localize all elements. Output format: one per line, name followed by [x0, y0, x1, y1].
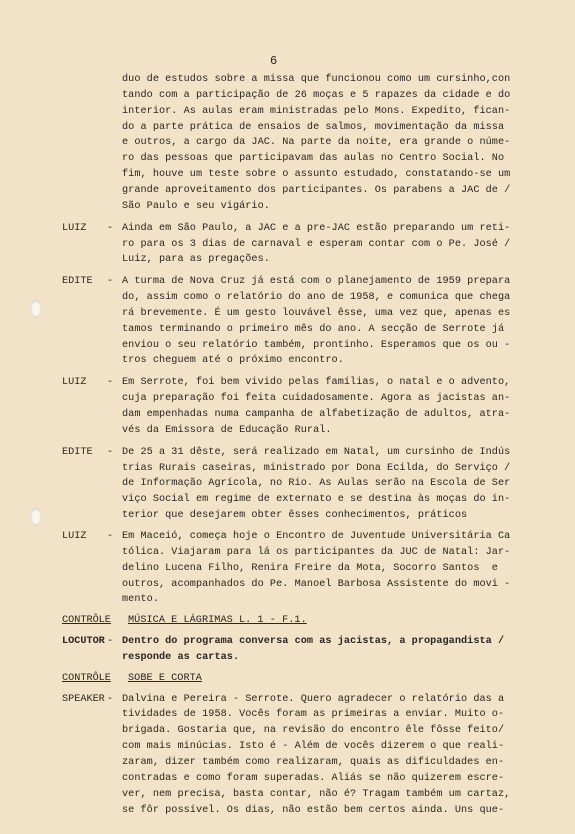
text-line: duo de estudos sobre a missa que funcionou como um cursinho,con [122, 74, 511, 85]
text-line: Em Serrote, foi bem vivido pelas famílias, o natal e o advento, [122, 377, 511, 389]
text-line: Em Maceió, começa hoje o Encontro de Juventude Universitária Ca [122, 530, 511, 542]
text-line: tólica. Viajaram para lá os participantes da JUC de Natal: Jar- [122, 546, 511, 558]
text-line: zaram, dizer também como realizaram, quais as dificuldades en- [122, 757, 505, 768]
text-line: grande aproveitamento dos participantes. Os parabens a JAC de / [122, 184, 511, 196]
speaker-label: LOCUTOR [62, 636, 105, 648]
text-line: tros cheguem até o próximo encontro. [122, 355, 344, 367]
speaker-label: LUIZ [62, 530, 87, 542]
speaker-dash: - [107, 446, 114, 458]
text-line: Dentro do programa conversa com as jacistas, a propagandista / [122, 636, 505, 648]
text-line: Dalvina e Pereira - Serrote. Quero agradecer o relatório das a [122, 693, 505, 705]
text-line: tando com a participação de 26 moças e 5 rapazes da cidade e do [122, 89, 511, 101]
speaker-label: EDITE [62, 446, 93, 458]
text-line: com mais minúcias. Isto é - Além de vocês dizerem o que reali- [122, 741, 505, 753]
text-line: do, assim como o relatório do ano de 1958, e comunica que chega [122, 292, 511, 304]
speaker-dash: - [107, 530, 114, 542]
speaker-dash: - [107, 377, 114, 389]
text-line: ver, nem precisa, basta contar, não é? Tragam também um cartaz, [122, 788, 511, 800]
speaker-label: LUIZ [62, 377, 87, 389]
text-line: responde as cartas. [122, 651, 240, 663]
text-line: mento. [122, 594, 159, 606]
text-line: A turma de Nova Cruz já está com o planejamento de 1959 prepara [122, 276, 511, 288]
text-line: São Paulo e seu vigário. [122, 200, 270, 212]
text-line: terior que desejarem obter êsses conhecimentos, práticos [122, 510, 468, 522]
speaker-label: SPEAKER [62, 693, 105, 705]
text-line: Luiz, para as pregações. [122, 254, 270, 266]
control-cue-text: MÚSICA E LÁGRIMAS L. 1 - F.1. [128, 615, 307, 627]
text-line: viço Social em regime de externato e se destina às moças do in- [122, 494, 511, 506]
text-line: enviou o seu relatório também, prontinho. Esperamos que os ou - [122, 339, 511, 351]
text-line: fim, houve um teste sobre o assunto estudado, constatando-se um [122, 169, 511, 181]
control-cue-label: CONTRÔLE [62, 615, 111, 627]
text-line: outros, acompanhados do Pe. Manoel Barbosa Assistente do movi - [122, 578, 511, 590]
text-line: vés da Emissora de Educação Rural. [122, 424, 332, 436]
text-line: trias Rurais caseiras, ministrado por Dona Ecilda, do Serviço / [122, 462, 511, 474]
speaker-dash: - [107, 636, 114, 648]
text-line: de Informação Agrícola, no Rio. As Aulas serão na Escola de Ser [122, 478, 511, 490]
text-line: ro das pessoas que participavam das aulas no Centro Social. No [122, 153, 505, 165]
speaker-label: EDITE [62, 276, 93, 288]
control-cue-label: CONTRÔLE [62, 672, 111, 684]
text-line: e outros, a cargo da JAC. Na parte da noite, era grande o núme- [122, 137, 511, 149]
text-line: contradas e como foram superadas. Aliás se não quizerem escre- [122, 772, 505, 784]
text-line: cuja preparação foi feita cuidadosamente. Agora as jacistas an- [122, 393, 511, 405]
punch-hole-top [30, 300, 42, 318]
speaker-dash: - [107, 222, 114, 234]
punch-hole-bottom [30, 508, 42, 526]
text-line: De 25 a 31 dêste, será realizado em Natal, um cursinho de Indús [122, 446, 511, 458]
speaker-dash: - [107, 693, 114, 705]
text-line: Ainda em São Paulo, a JAC e a pre-JAC estão preparando um reti- [122, 222, 511, 234]
text-line: rá brevemente. É um gesto louvável êsse, uma vez que, apenas es [122, 307, 511, 319]
text-line: interior. As aulas eram ministradas pelo Mons. Expedito, fican- [122, 105, 511, 117]
page-number: 6 [270, 54, 278, 68]
speaker-label: LUIZ [62, 222, 87, 234]
text-line: delino Lucena Filho, Renira Freire da Mota, Socorro Santos e [122, 562, 498, 574]
speaker-dash: - [107, 276, 114, 288]
text-line: dam empenhadas numa campanha de alfabetização de adultos, atra- [122, 409, 511, 420]
text-line: tamos terminando o primeiro mês do ano. A secção de Serrote já [122, 323, 505, 335]
text-line: ro para os 3 dias de carnaval e esperam contar com o Pe. José / [122, 238, 511, 250]
control-cue-text: SOBE E CORTA [128, 672, 202, 684]
text-line: se fôr possível. Os dias, não estão bem certos ainda. Uns que- [122, 804, 505, 816]
text-line: brigada. Gostaria que, na revisão do encontro êle fôsse feito/ [122, 725, 505, 737]
text-line: tividades de 1958. Vocês foram as primeiras a enviar. Muito o- [122, 709, 505, 721]
text-line: do a parte prática de ensaios de salmos, movimentação da missa [122, 121, 505, 133]
